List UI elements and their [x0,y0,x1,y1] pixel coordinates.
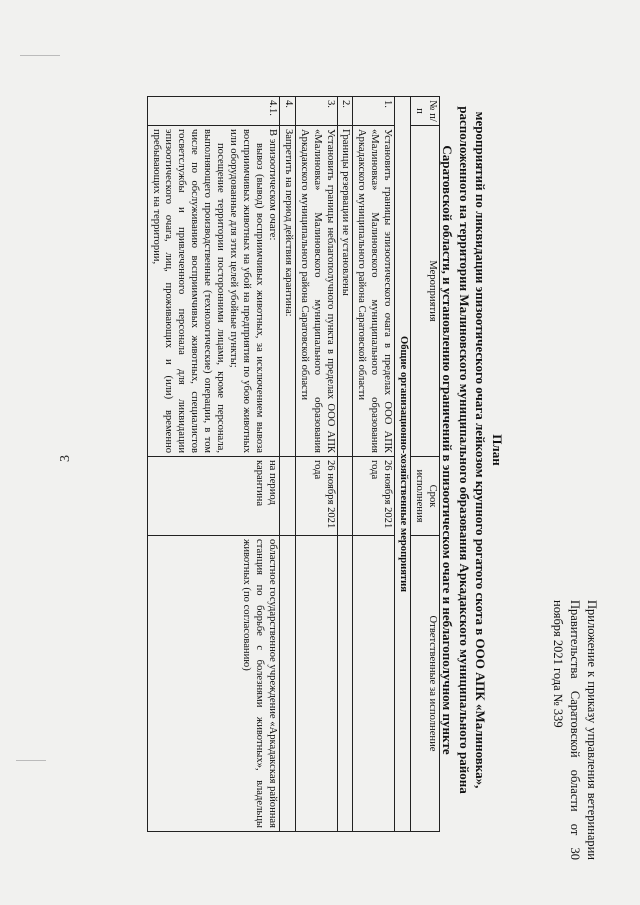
row-measure: Установить границы неблагополучного пункта в пределах ООО АПК «Малиновка» Малиновского муниципального образования Аркадакского муниципального района Саратовской области [295,126,337,457]
row-number: 4.1. [147,97,279,126]
header-num: № п/п [411,97,440,126]
plan-title: План [490,434,505,466]
row-number: 1. [353,97,395,126]
table-row [353,97,395,832]
header-measures: Мероприятия [411,126,440,457]
row-responsible [353,536,395,832]
plan-heading [439,30,506,870]
section-row [395,97,411,832]
header-responsible: Ответственные за исполнение [411,536,440,832]
row-number: 4. [279,97,295,126]
measure-item: вывоз (вывод) восприимчивых животных, за исключением вывоза восприимчивых животных на убой на предприятия по убою животных или оборудованные для этих целей убойные пункты; [228,129,265,453]
table-row [295,97,337,832]
rotated-document [40,30,600,870]
row-number: 3. [295,97,337,126]
row-measure: Запретить на период действия карантина: [279,126,295,457]
row-deadline: 26 ноября 2021 года [353,457,395,536]
plan-subtitle-line2: расположенного на территории Малиновского муниципального образования Аркадакского муниципального района [456,106,472,794]
table-row [337,97,353,832]
plan-subtitle-line1: мероприятий по ликвидации эпизоотического очага лейкозом крупного рогатого скота в ООО АПК «Малиновка», [473,111,489,789]
plan-table [147,96,440,832]
row-measure [147,126,279,457]
empty-cell [279,457,295,536]
table-row [279,97,295,832]
page-number: 3 [58,455,73,462]
measure-intro: В эпизоотическом очаге: [266,129,278,241]
empty-cell [279,536,295,832]
section-title: Общие организационно-хозяйственные мероприятия [395,97,411,832]
row-number: 2. [337,97,353,126]
row-responsible: областное государственное учреждение «Аркадакская районная станция по борьбе с болезнями животных», владельцы животных (по согласованию) [147,536,279,832]
row-deadline: 26 ноября 2021 года [295,457,337,536]
empty-cell [337,457,353,536]
table-row [147,97,279,832]
header-deadline: Срок исполнения [411,457,440,536]
plan-subtitle-line3: Саратовской области, и установлению ограничений в эпизоотическом очаге и неблагополучном пункте [440,145,456,755]
measure-item: посещение территории посторонними лицами, кроме персонала, выполняющего производственные (технологические) операции, в том числе по обслуживанию восприимчивых животных, специалистов госветслужбы и привлеченного персонала для ликвидации эпизоотического очага, лиц, проживающих и (или) временно пребывающих на территории, [150,129,227,453]
row-measure: Установить границы эпизоотического очага в пределах ООО АПК «Малиновка» Малиновского муниципального образования Аркадакского муниципального района Саратовской области [353,126,395,457]
row-measure: Границы резервации не установлены [337,126,353,457]
row-deadline: на период карантина [147,457,279,536]
appendix-note: Приложение к приказу управления ветеринарии Правительства Саратовской области от 30 ноября 2021 года № 339 [551,600,599,860]
row-responsible [295,536,337,832]
table-header-row [411,97,440,832]
empty-cell [337,536,353,832]
